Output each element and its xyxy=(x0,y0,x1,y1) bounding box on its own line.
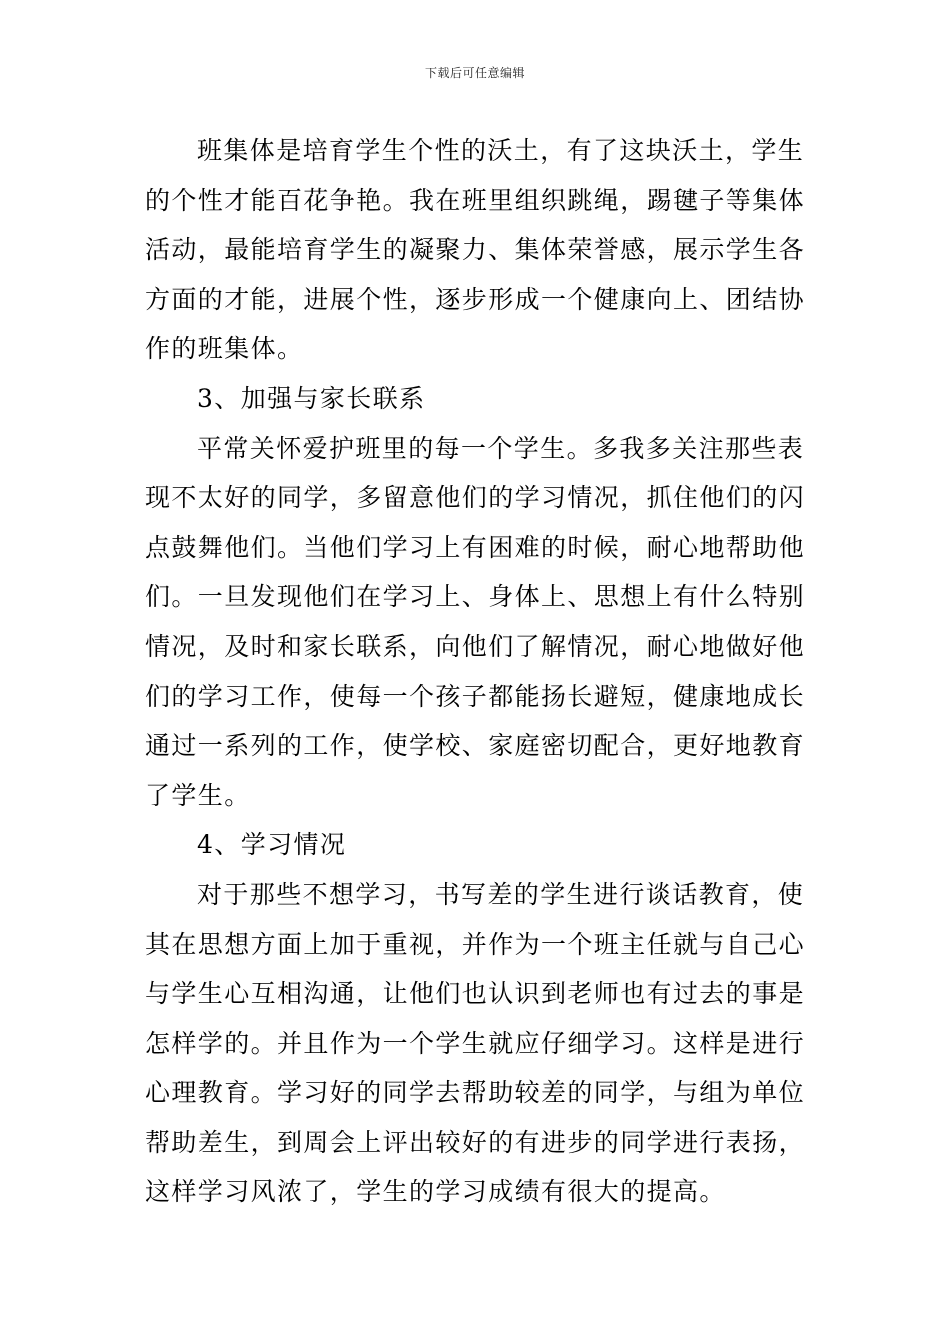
paragraph-line: 现不太好的同学，多留意他们的学习情况，抓住他们的闪 xyxy=(145,483,806,513)
section-heading-text: 3、加强与家长联系 xyxy=(197,383,426,413)
paragraph-line: 对于那些不想学习，书写差的学生进行谈话教育，使 xyxy=(197,879,805,909)
paragraph-line: 作的班集体。 xyxy=(145,334,304,364)
section-heading xyxy=(145,820,810,870)
paragraph-line: 方面的才能，进展个性，逐步形成一个健康向上、团结协 xyxy=(145,284,806,314)
paragraph xyxy=(145,870,810,1217)
document-body xyxy=(145,126,810,1217)
paragraph-line: 的个性才能百花争艳。我在班里组织跳绳，踢毽子等集体 xyxy=(145,185,806,215)
paragraph-line: 情况，及时和家长联系，向他们了解情况，耐心地做好他 xyxy=(145,631,806,661)
paragraph-line: 了学生。 xyxy=(145,780,251,810)
paragraph-line: 们的学习工作，使每一个孩子都能扬长避短，健康地成长 xyxy=(145,681,806,711)
paragraph-line: 心理教育。学习好的同学去帮助较差的同学，与组为单位 xyxy=(145,1078,806,1108)
section-heading-text: 4、学习情况 xyxy=(197,830,347,860)
paragraph xyxy=(145,126,810,374)
section-heading xyxy=(145,374,810,424)
paragraph-line: 怎样学的。并且作为一个学生就应仔细学习。这样是进行 xyxy=(145,1028,806,1058)
paragraph-line: 这样学习风浓了，学生的学习成绩有很大的提高。 xyxy=(145,1177,726,1207)
page-header: 下载后可任意编辑 xyxy=(424,66,525,80)
paragraph-line: 活动，最能培育学生的凝聚力、集体荣誉感，展示学生各 xyxy=(145,235,806,265)
paragraph-line: 点鼓舞他们。当他们学习上有困难的时候，耐心地帮助他 xyxy=(145,532,806,562)
paragraph-line: 帮助差生，到周会上评出较好的有进步的同学进行表扬， xyxy=(145,1127,806,1157)
paragraph-line: 通过一系列的工作，使学校、家庭密切配合，更好地教育 xyxy=(145,731,806,761)
paragraph-line: 们。一旦发现他们在学习上、身体上、思想上有什么特别 xyxy=(145,582,806,612)
paragraph-line: 与学生心互相沟通，让他们也认识到老师也有过去的事是 xyxy=(145,979,806,1009)
paragraph-line: 其在思想方面上加于重视，并作为一个班主任就与自己心 xyxy=(145,929,806,959)
paragraph-line: 班集体是培育学生个性的沃土，有了这块沃土，学生 xyxy=(197,136,805,165)
paragraph-line: 平常关怀爱护班里的每一个学生。多我多关注那些表 xyxy=(197,433,805,463)
paragraph xyxy=(145,424,810,821)
